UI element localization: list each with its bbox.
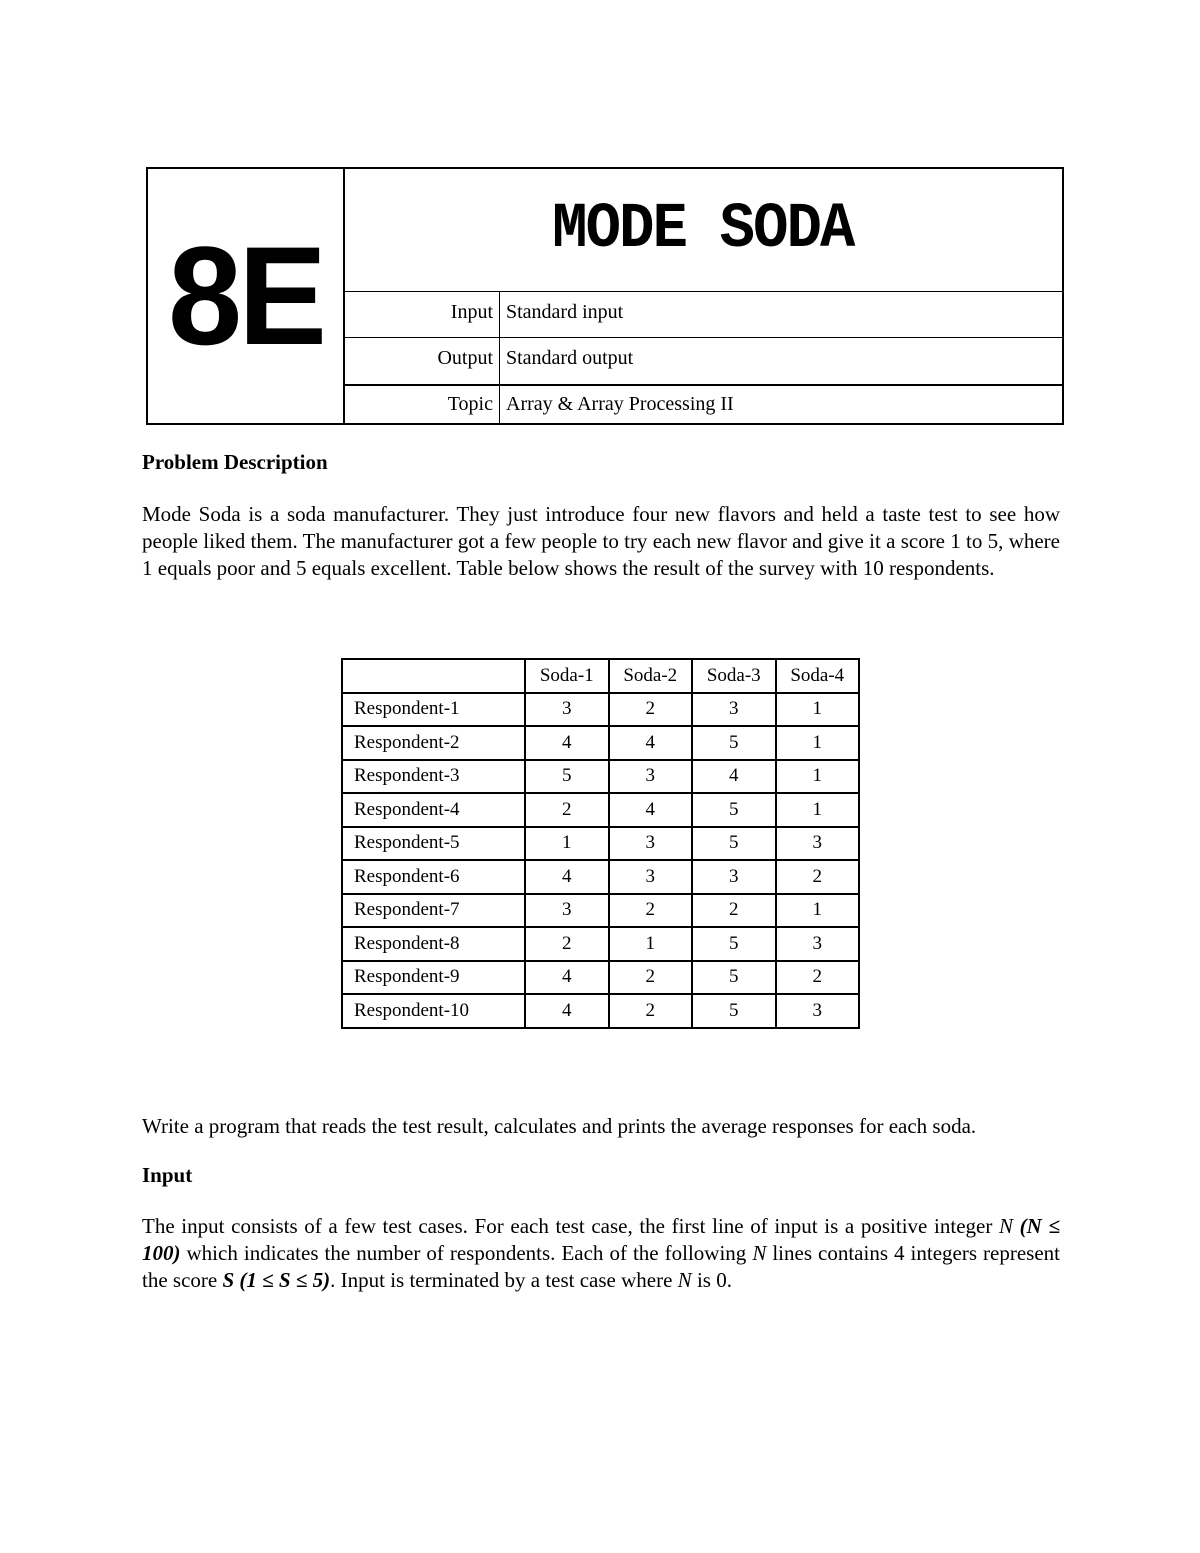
score-cell: 4 <box>525 994 609 1028</box>
score-cell: 5 <box>692 793 776 827</box>
problem-title-cell <box>344 169 1062 291</box>
score-cell: 1 <box>776 726 860 760</box>
header-row-label: Topic <box>344 386 500 425</box>
s-constraint: (1 ≤ S ≤ 5) <box>239 1268 331 1292</box>
row-label: Respondent-5 <box>342 827 525 861</box>
score-cell: 3 <box>692 860 776 894</box>
score-cell: 3 <box>776 927 860 961</box>
score-cell: 3 <box>609 860 693 894</box>
score-cell: 1 <box>525 827 609 861</box>
header-row-label: Output <box>344 338 500 384</box>
table-row <box>342 927 859 961</box>
var-n: N <box>677 1268 692 1292</box>
column-header: Soda-1 <box>525 659 609 693</box>
input-text-part: The input consists of a few test cases. For each test case, the first line of input is a positive integer <box>142 1214 993 1238</box>
problem-description-heading: Problem Description <box>142 450 328 474</box>
table-row <box>342 793 859 827</box>
row-label: Respondent-10 <box>342 994 525 1028</box>
score-cell: 2 <box>609 994 693 1028</box>
input-text-part: lines contains 4 integers represent the score <box>142 1241 1060 1292</box>
row-label: Respondent-2 <box>342 726 525 760</box>
score-cell: 3 <box>609 827 693 861</box>
score-cell: 5 <box>692 961 776 995</box>
problem-header-box <box>146 167 1064 425</box>
row-label: Respondent-7 <box>342 894 525 928</box>
score-cell: 2 <box>525 927 609 961</box>
score-cell: 3 <box>692 693 776 727</box>
table-row <box>342 760 859 794</box>
input-text-part: is 0. <box>691 1268 732 1292</box>
score-cell: 4 <box>609 793 693 827</box>
score-cell: 2 <box>692 894 776 928</box>
problem-code-cell <box>148 169 345 423</box>
score-cell: 3 <box>776 994 860 1028</box>
var-n: N <box>752 1241 767 1265</box>
table-row <box>342 994 859 1028</box>
score-cell: 2 <box>609 961 693 995</box>
score-cell: 2 <box>609 894 693 928</box>
row-label: Respondent-4 <box>342 793 525 827</box>
table-header-row <box>342 659 859 693</box>
score-cell: 5 <box>692 827 776 861</box>
score-cell: 1 <box>776 693 860 727</box>
score-cell: 5 <box>692 726 776 760</box>
problem-title: MODE SODA <box>552 194 854 266</box>
row-label: Respondent-3 <box>342 760 525 794</box>
n-constraint: (N ≤ 100) <box>142 1214 1061 1265</box>
score-cell: 3 <box>525 693 609 727</box>
header-row-value: Standard input <box>506 301 624 323</box>
table-row <box>342 894 859 928</box>
table-corner-cell <box>342 659 525 693</box>
table-row <box>342 961 859 995</box>
score-cell: 5 <box>692 927 776 961</box>
problem-description-text: Mode Soda is a soda manufacturer. They just introduce four new flavors and held a taste test to see how people liked them. The manufacturer got a few people to try each new flavor and give it a score 1 to 5, where 1 equals poor and 5 equals excellent. Table below shows the result of the survey with 10 respondents. <box>142 502 1060 580</box>
header-row-value: Array & Array Processing II <box>506 393 734 415</box>
score-cell: 2 <box>525 793 609 827</box>
header-row-value: Standard output <box>506 347 634 369</box>
score-cell: 3 <box>525 894 609 928</box>
score-cell: 1 <box>776 793 860 827</box>
task-text: Write a program that reads the test result, calculates and prints the average responses for each soda. <box>142 1114 977 1138</box>
row-label: Respondent-6 <box>342 860 525 894</box>
score-cell: 2 <box>609 693 693 727</box>
score-cell: 2 <box>776 961 860 995</box>
score-cell: 4 <box>692 760 776 794</box>
input-text-part: which indicates the number of respondents. Each of the following <box>180 1241 753 1265</box>
row-label: Respondent-8 <box>342 927 525 961</box>
header-row-input <box>344 291 1062 338</box>
column-header: Soda-4 <box>776 659 860 693</box>
header-row-topic <box>344 384 1062 425</box>
table-row <box>342 693 859 727</box>
score-cell: 4 <box>609 726 693 760</box>
score-cell: 4 <box>525 860 609 894</box>
score-cell: 1 <box>609 927 693 961</box>
input-heading: Input <box>142 1163 193 1187</box>
score-cell: 3 <box>609 760 693 794</box>
var-s: S <box>222 1268 235 1292</box>
table-row <box>342 827 859 861</box>
score-cell: 3 <box>776 827 860 861</box>
var-n: N <box>999 1214 1014 1238</box>
column-header: Soda-3 <box>692 659 776 693</box>
column-header: Soda-2 <box>609 659 693 693</box>
score-cell: 1 <box>776 760 860 794</box>
score-cell: 1 <box>776 894 860 928</box>
row-label: Respondent-1 <box>342 693 525 727</box>
row-label: Respondent-9 <box>342 961 525 995</box>
score-cell: 5 <box>692 994 776 1028</box>
header-row-output <box>344 337 1062 384</box>
input-text-part: . Input is terminated by a test case where <box>330 1268 678 1292</box>
score-cell: 5 <box>525 760 609 794</box>
table-row <box>342 726 859 760</box>
problem-code: 8E <box>167 217 324 374</box>
score-cell: 4 <box>525 726 609 760</box>
survey-table <box>341 658 860 1029</box>
table-row <box>342 860 859 894</box>
header-row-label: Input <box>344 292 500 338</box>
score-cell: 2 <box>776 860 860 894</box>
input-description <box>142 1213 1060 1294</box>
score-cell: 4 <box>525 961 609 995</box>
